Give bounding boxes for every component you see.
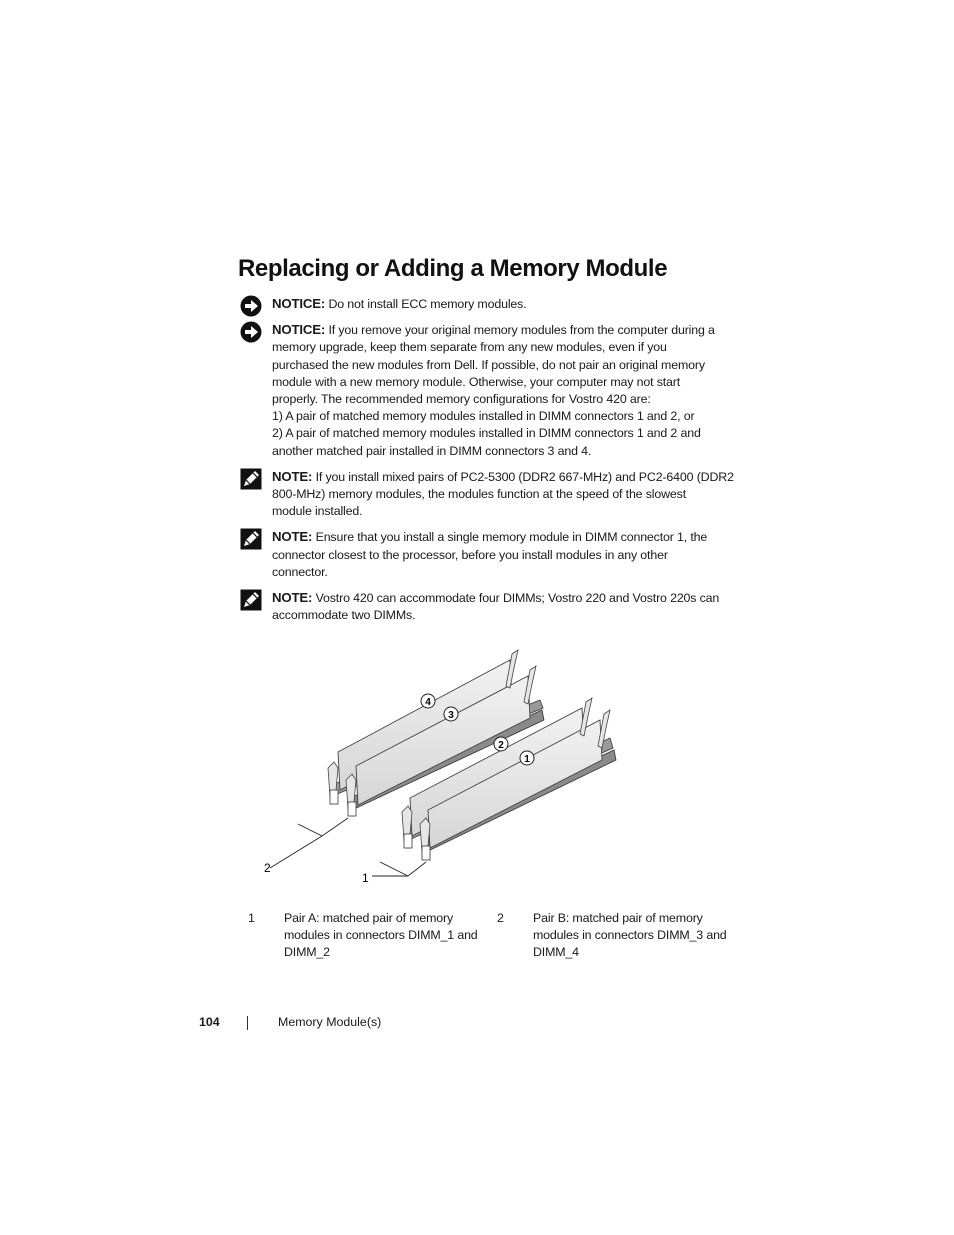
- note-text-line: module installed.: [272, 504, 363, 519]
- notice-label: NOTICE:: [272, 322, 326, 338]
- notice-text-line: purchased the new modules from Dell. If possible, do not pair an original memory: [272, 357, 705, 372]
- note-label: NOTE:: [272, 529, 313, 545]
- note-block: [238, 589, 738, 624]
- notice-block: [238, 321, 738, 460]
- svg-text:1: 1: [524, 754, 530, 765]
- notice-text-line: module with a new memory module. Otherwise, your computer may not start: [272, 374, 681, 389]
- notice-label: NOTICE:: [272, 296, 326, 311]
- note-text-line: connector.: [272, 564, 328, 579]
- footer-divider: [247, 1016, 248, 1030]
- notice-text-line: Do not install ECC memory modules.: [328, 297, 527, 311]
- callout-1: 1: [362, 871, 369, 885]
- svg-text:3: 3: [448, 710, 454, 721]
- note-text-line: 800-MHz) memory modules, the modules function at the speed of the slowest: [272, 487, 686, 502]
- notice-text-line: 1) A pair of matched memory modules installed in DIMM connectors 1 and 2, or: [272, 409, 695, 424]
- connector-label-3: [444, 707, 458, 721]
- legend-text: Pair B: matched pair of memory modules in connectors DIMM_3 and DIMM_4: [533, 911, 727, 959]
- note-text-line: accommodate two DIMMs.: [272, 608, 416, 623]
- connector-label-1: [520, 751, 534, 765]
- memory-modules-illustration: [250, 640, 650, 890]
- page-title: Replacing or Adding a Memory Module: [238, 255, 668, 282]
- notice-text-line: 2) A pair of matched memory modules installed in DIMM connectors 1 and 2 and: [272, 426, 701, 441]
- pencil-note-icon: [240, 468, 262, 490]
- notice-text-line: properly. The recommended memory configurations for Vostro 420 are:: [272, 392, 651, 407]
- legend-number: 2: [497, 911, 504, 925]
- note-block: [238, 468, 738, 521]
- svg-text:2: 2: [498, 740, 504, 751]
- note-block: [238, 528, 738, 581]
- notice-arrow-icon: [240, 321, 262, 343]
- note-text-line: connector closest to the processor, before you install modules in any other: [272, 547, 668, 562]
- page-number: 104: [199, 1015, 220, 1029]
- callout-2: 2: [264, 861, 271, 875]
- note-text-line: Ensure that you install a single memory module in DIMM connector 1, the: [315, 530, 708, 545]
- svg-text:4: 4: [425, 697, 431, 708]
- note-text-line: Vostro 420 can accommodate four DIMMs; Vostro 220 and Vostro 220s can: [315, 591, 720, 606]
- notice-arrow-icon: [240, 295, 262, 317]
- connector-label-4: [421, 694, 435, 708]
- section-name: Memory Module(s): [278, 1015, 382, 1029]
- pencil-note-icon: [240, 589, 262, 611]
- legend-number: 1: [248, 911, 255, 925]
- notice-text-line: If you remove your original memory modules from the computer during a: [328, 323, 715, 338]
- note-label: NOTE:: [272, 590, 313, 606]
- callout-leaders: [270, 818, 426, 876]
- notes-list: [238, 295, 738, 632]
- connector-label-2: [494, 737, 508, 751]
- note-label: NOTE:: [272, 468, 313, 484]
- legend-text: Pair A: matched pair of memory modules in connectors DIMM_1 and DIMM_2: [284, 911, 478, 959]
- notice-text-line: another matched pair installed in DIMM connectors 3 and 4.: [272, 443, 592, 458]
- notice-text-line: memory upgrade, keep them separate from any new modules, even if you: [272, 340, 667, 355]
- note-text-line: If you install mixed pairs of PC2-5300 (DDR2 667-MHz) and PC2-6400 (DDR2: [315, 469, 734, 484]
- memory-module-figure: [250, 640, 650, 890]
- notice-block: [238, 295, 738, 313]
- pencil-note-icon: [240, 528, 262, 550]
